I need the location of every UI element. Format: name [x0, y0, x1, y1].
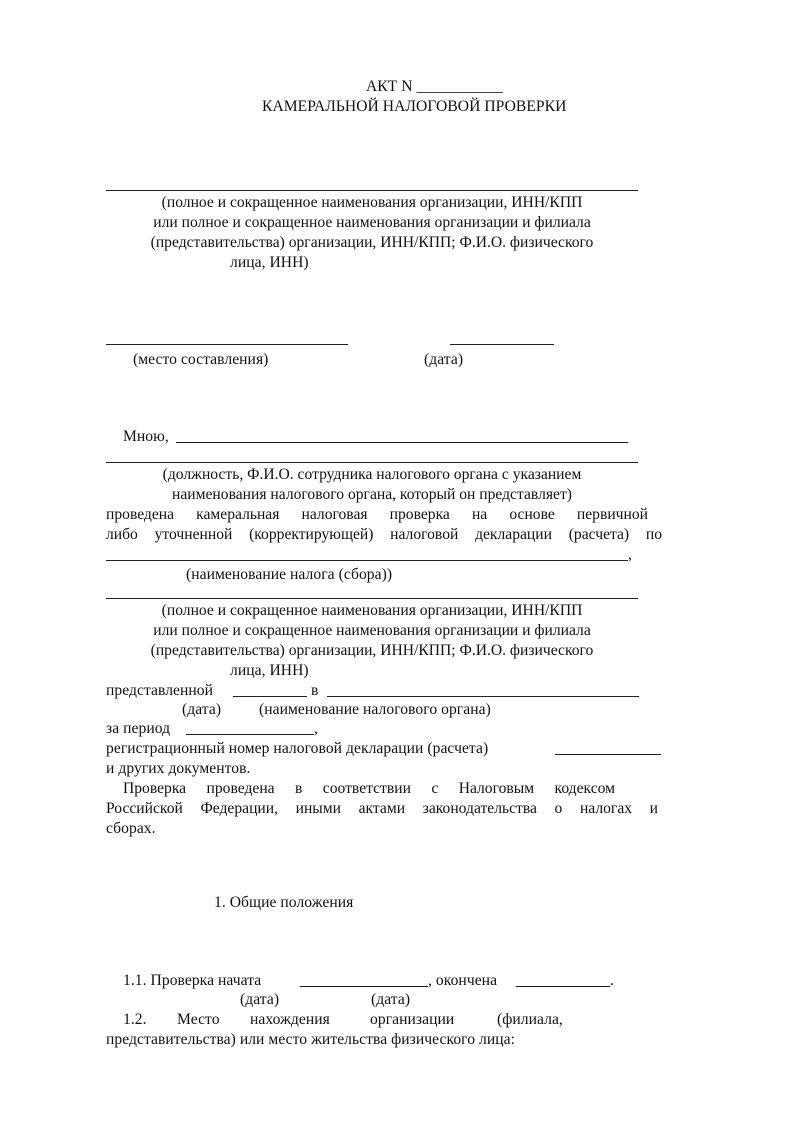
submitted-date-caption: (дата) — [182, 701, 222, 718]
item-1-1-mid: , окончена — [428, 972, 501, 989]
organization-caption-line: лица, ИНН) — [230, 254, 309, 271]
inspector-caption-line: наименования налогового органа, который он представляет) — [172, 486, 572, 503]
item-1-1-lead: 1.1. Проверка начата — [123, 972, 266, 989]
body-text-line: либо уточненной (корректирующей) налоговой декларации (расчета) по — [106, 526, 662, 543]
period-blank-line — [186, 734, 314, 735]
end-date-blank — [516, 986, 610, 987]
start-date-blank — [300, 986, 428, 987]
submitted-date-blank — [233, 696, 307, 697]
date-blank-line — [450, 344, 554, 345]
inspector-lead: Мною, — [123, 428, 173, 445]
tax-caption: (наименование налога (сбора)) — [186, 566, 393, 583]
organization-caption-line: лица, ИНН) — [230, 662, 309, 679]
other-documents-text: и других документов. — [106, 760, 251, 777]
inspector-caption-line: (должность, Ф.И.О. сотрудника налогового органа с указанием — [162, 466, 582, 483]
registration-lead: регистрационный номер налоговой декларации (расчета) — [106, 740, 493, 757]
item-1-2-word: 1.2. — [123, 1011, 147, 1028]
item-1-2-word: нахождения — [250, 1011, 330, 1028]
item-1-2-word: организации — [370, 1011, 455, 1028]
place-blank-line — [106, 344, 348, 345]
act-title: АКТ N ___________ — [366, 78, 503, 95]
organization-blank-line — [106, 190, 638, 191]
comma: , — [314, 720, 318, 737]
organization-caption-line: (полное и сокращенное наименования организации, ИНН/КПП — [161, 602, 583, 619]
section-heading: 1. Общие положения — [214, 894, 354, 911]
registration-blank-line — [555, 754, 661, 755]
body-text-line: проведена камеральная налоговая проверка на основе первичной — [106, 506, 648, 523]
comma: , — [628, 546, 632, 563]
organization-blank-line — [106, 598, 638, 599]
item-1-2-word: (филиала, — [497, 1011, 563, 1028]
organization-caption-line: (представительства) организации, ИНН/КПП; Ф.И.О. физического — [150, 234, 594, 251]
submitted-in-word: в — [307, 682, 323, 699]
organization-caption-line: (представительства) организации, ИНН/КПП; Ф.И.О. физического — [150, 642, 594, 659]
item-1-2-word: Место — [177, 1011, 220, 1028]
place-caption: (место составления) — [133, 351, 269, 368]
submitted-lead: представленной — [106, 682, 217, 699]
act-subtitle: КАМЕРАЛЬНОЙ НАЛОГОВОЙ ПРОВЕРКИ — [262, 98, 567, 115]
body-text-line: сборах. — [106, 820, 156, 837]
inspector-blank-line — [176, 442, 628, 443]
body-text-line: представительства) или место жительства физического лица: — [106, 1031, 516, 1048]
start-date-caption: (дата) — [240, 991, 280, 1008]
organization-caption-line: (полное и сокращенное наименования организации, ИНН/КПП — [161, 194, 583, 211]
end-date-caption: (дата) — [371, 991, 411, 1008]
period-lead: за период — [106, 720, 175, 737]
authority-caption: (наименование налогового органа) — [259, 701, 491, 718]
tax-blank-line — [106, 560, 628, 561]
date-caption: (дата) — [424, 351, 464, 368]
organization-caption-line: или полное и сокращенное наименования организации и филиала — [153, 622, 591, 639]
inspector-blank-line — [106, 462, 638, 463]
organization-caption-line: или полное и сокращенное наименования организации и филиала — [153, 214, 591, 231]
body-text-line: Российской Федерации, иными актами законодательства о налогах и — [106, 800, 658, 817]
item-1-1-end: . — [610, 972, 614, 989]
body-text-line: Проверка проведена в соответствии с Налоговым кодексом — [123, 780, 615, 797]
authority-blank-line — [327, 696, 639, 697]
